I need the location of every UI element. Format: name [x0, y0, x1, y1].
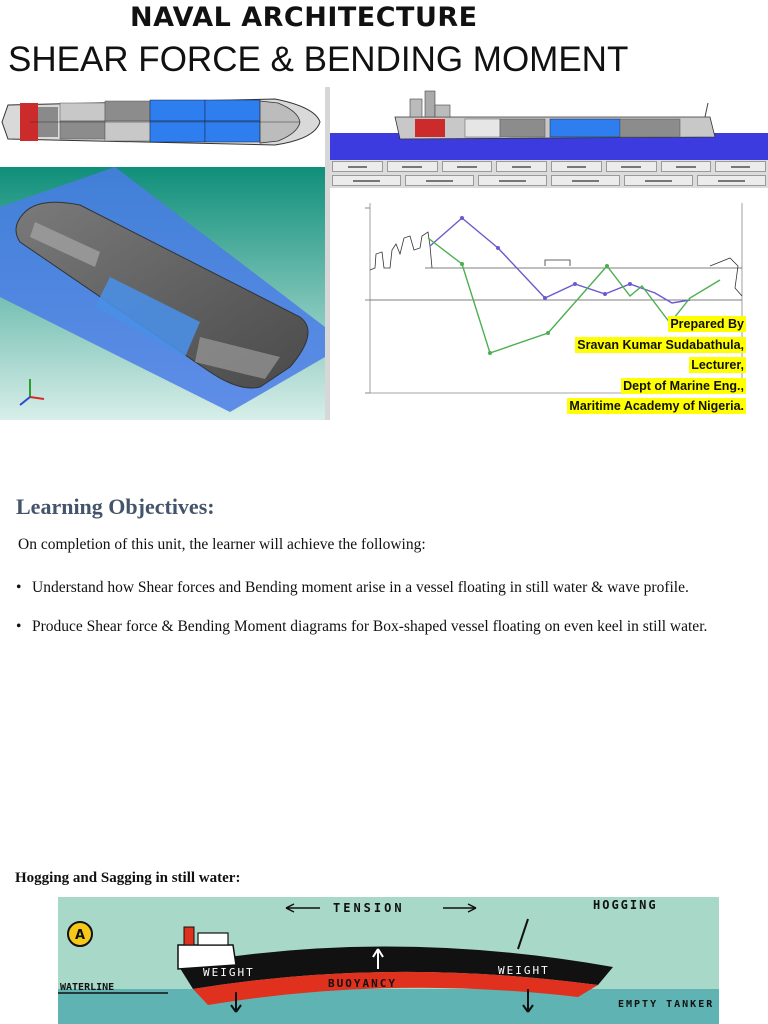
credit-line-1: Prepared By: [670, 317, 744, 331]
page-title-top: NAVAL ARCHITECTURE: [130, 2, 478, 33]
learning-objectives-heading: Learning Objectives:: [16, 494, 215, 519]
bullet-icon: •: [16, 618, 22, 635]
credit-line-3: Lecturer,: [691, 358, 744, 372]
objective-text: Produce Shear force & Bending Moment diagrams for Box-shaped vessel floating on even keel in still water.: [32, 618, 708, 635]
ship-plan-view-image: [0, 87, 325, 167]
ship-3d-render-image: [0, 167, 325, 420]
weight-label-left: WEIGHT: [203, 966, 255, 979]
credit-line-5: Maritime Academy of Nigeria.: [569, 399, 744, 413]
software-tab-bar-image: [330, 160, 768, 188]
empty-tanker-label: EMPTY TANKER: [618, 999, 715, 1010]
objectives-intro: On completion of this unit, the learner will achieve the following:: [18, 536, 426, 553]
ship-profile-view-image: [330, 87, 768, 162]
objectives-list: [16, 572, 756, 650]
diagram-label-a: A: [74, 928, 86, 943]
bullet-icon: •: [16, 579, 22, 596]
author-credit: [567, 314, 746, 417]
hogging-diagram-image: [58, 897, 719, 1024]
objective-text: Understand how Shear forces and Bending moment arise in a vessel floating in still water & wave profile.: [32, 579, 689, 596]
waterline-label: WATERLINE: [60, 982, 115, 993]
credit-line-2: Sravan Kumar Sudabathula,: [577, 337, 744, 352]
list-item: [16, 572, 756, 603]
buoyancy-label: BUOYANCY: [328, 977, 397, 990]
hogging-label: HOGGING: [593, 898, 658, 912]
tension-label: TENSION: [333, 901, 405, 915]
weight-label-right: WEIGHT: [498, 964, 550, 977]
page-title: SHEAR FORCE & BENDING MOMENT: [8, 40, 629, 79]
list-item: [16, 611, 756, 642]
hogging-sagging-heading: Hogging and Sagging in still water:: [15, 870, 241, 886]
credit-line-4: Dept of Marine Eng.,: [623, 378, 744, 393]
